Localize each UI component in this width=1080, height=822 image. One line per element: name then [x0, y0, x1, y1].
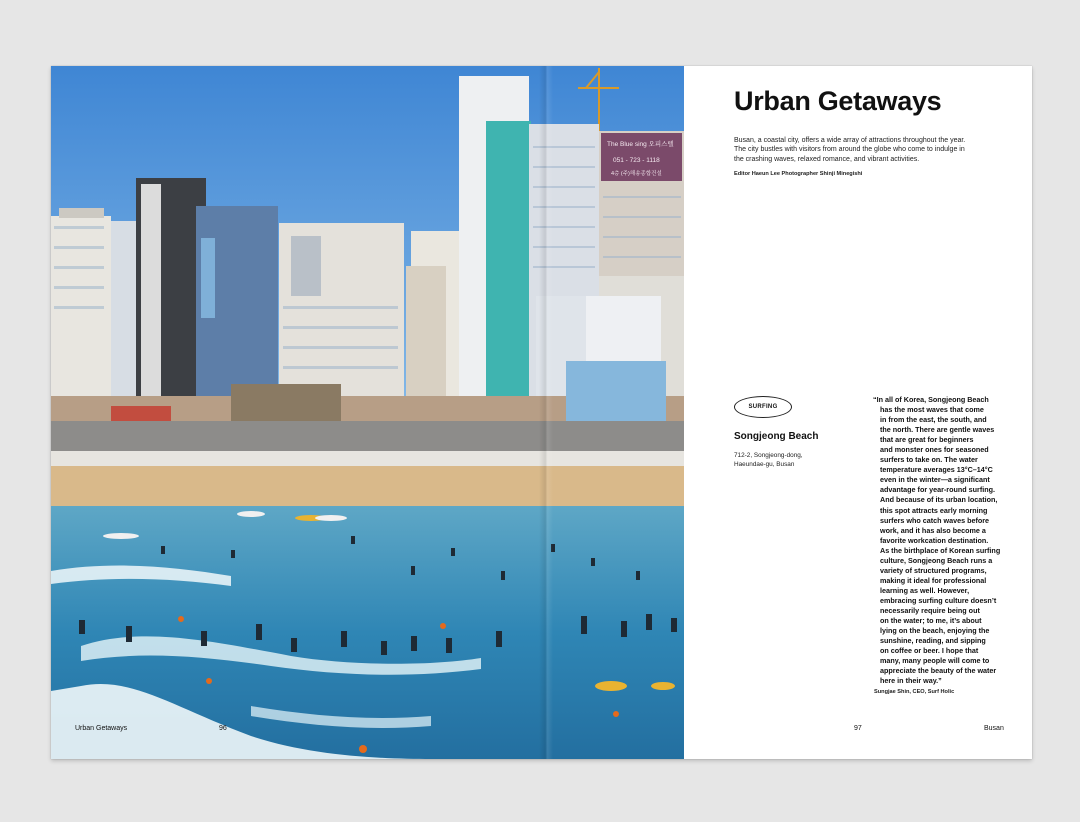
quote-line: making it ideal for professional [880, 575, 987, 585]
quote-line: here in their way.” [880, 676, 942, 686]
article-title: Urban Getaways [734, 86, 942, 116]
quote-line: lying on the beach, enjoying the [880, 626, 990, 636]
company-sign-text: 4층 (주)해송종합건설 [611, 171, 662, 177]
quote-line: variety of structured programs, [880, 565, 987, 575]
quote-line: embracing surfing culture doesn’t [880, 595, 997, 605]
quote-line: has the most waves that come [880, 405, 984, 415]
intro-line: the crashing waves, relaxed romance, and vibrant activities. [734, 155, 920, 163]
right-page-number: 97 [854, 725, 862, 732]
quote-line: in from the east, the south, and [880, 415, 987, 425]
quote-line: “In all of Korea, Songjeong Beach [873, 395, 989, 404]
quote-line: temperature averages 13°C–14°C [880, 465, 993, 475]
quote-line: And because of its urban location, [880, 495, 998, 505]
quote-line: As the birthplace of Korean surfing [880, 545, 1001, 555]
beach-address [734, 452, 834, 469]
credits: Editor Haeun Lee Photographer Shinji Minegishi [734, 171, 863, 177]
phone-sign-text: 051 - 723 - 1118 [613, 157, 660, 164]
quote-attribution: Sungjae Shin, CEO, Surf Holic [874, 689, 955, 695]
quote-line: many, many people will come to [880, 656, 990, 666]
magazine-spread [51, 66, 1032, 759]
quote-line: that are great for beginners [880, 435, 974, 445]
intro-paragraph [734, 136, 999, 164]
intro-line: Busan, a coastal city, offers a wide array of attractions throughout the year. [734, 137, 966, 144]
spread-gutter [539, 66, 553, 759]
quote-line: work, and it has also become a [880, 525, 986, 535]
quote-line: culture, Songjeong Beach runs a [880, 555, 993, 565]
address-line: Haeundae-gu, Busan [734, 460, 795, 468]
quote-line: this spot attracts early morning [880, 505, 988, 515]
quote-line: even in the winter—a significant [880, 475, 990, 485]
rooftop-sign-text: The Blue sing 오피스텔 [607, 141, 674, 148]
category-tag: SURFING [734, 396, 792, 418]
right-page [684, 66, 1032, 759]
quote-line: and monster ones for seasoned [880, 445, 989, 455]
address-line: 712-2, Songjeong-dong, [734, 452, 803, 459]
right-footer-section: Busan [984, 725, 1004, 732]
quote-line: sunshine, reading, and sipping [880, 636, 986, 646]
beach-name: Songjeong Beach [734, 431, 819, 442]
quote-line: the north. There are gentle waves [880, 425, 995, 435]
quote-line: on coffee or beer. I hope that [880, 646, 979, 656]
quote-line: necessarily require being out [880, 605, 980, 615]
quote-line: favorite workcation destination. [880, 535, 989, 545]
quote-line: learning as well. However, [880, 585, 970, 595]
left-page-number: 96 [219, 725, 227, 732]
intro-line: The city bustles with visitors from around the globe who come to indulge in [734, 146, 965, 154]
left-footer-section: Urban Getaways [75, 725, 128, 732]
quote-line: appreciate the beauty of the water [880, 666, 997, 676]
quote-line: on the water; to me, it’s about [880, 616, 982, 626]
quote-line: surfers to take on. The water [880, 455, 978, 465]
busan-beach-photo [51, 66, 684, 759]
interview-quote [873, 395, 1015, 686]
quote-line: advantage for year-round surfing. [880, 485, 996, 495]
quote-line: surfers who catch waves before [880, 515, 990, 525]
beach-photo-illustration [51, 66, 684, 759]
